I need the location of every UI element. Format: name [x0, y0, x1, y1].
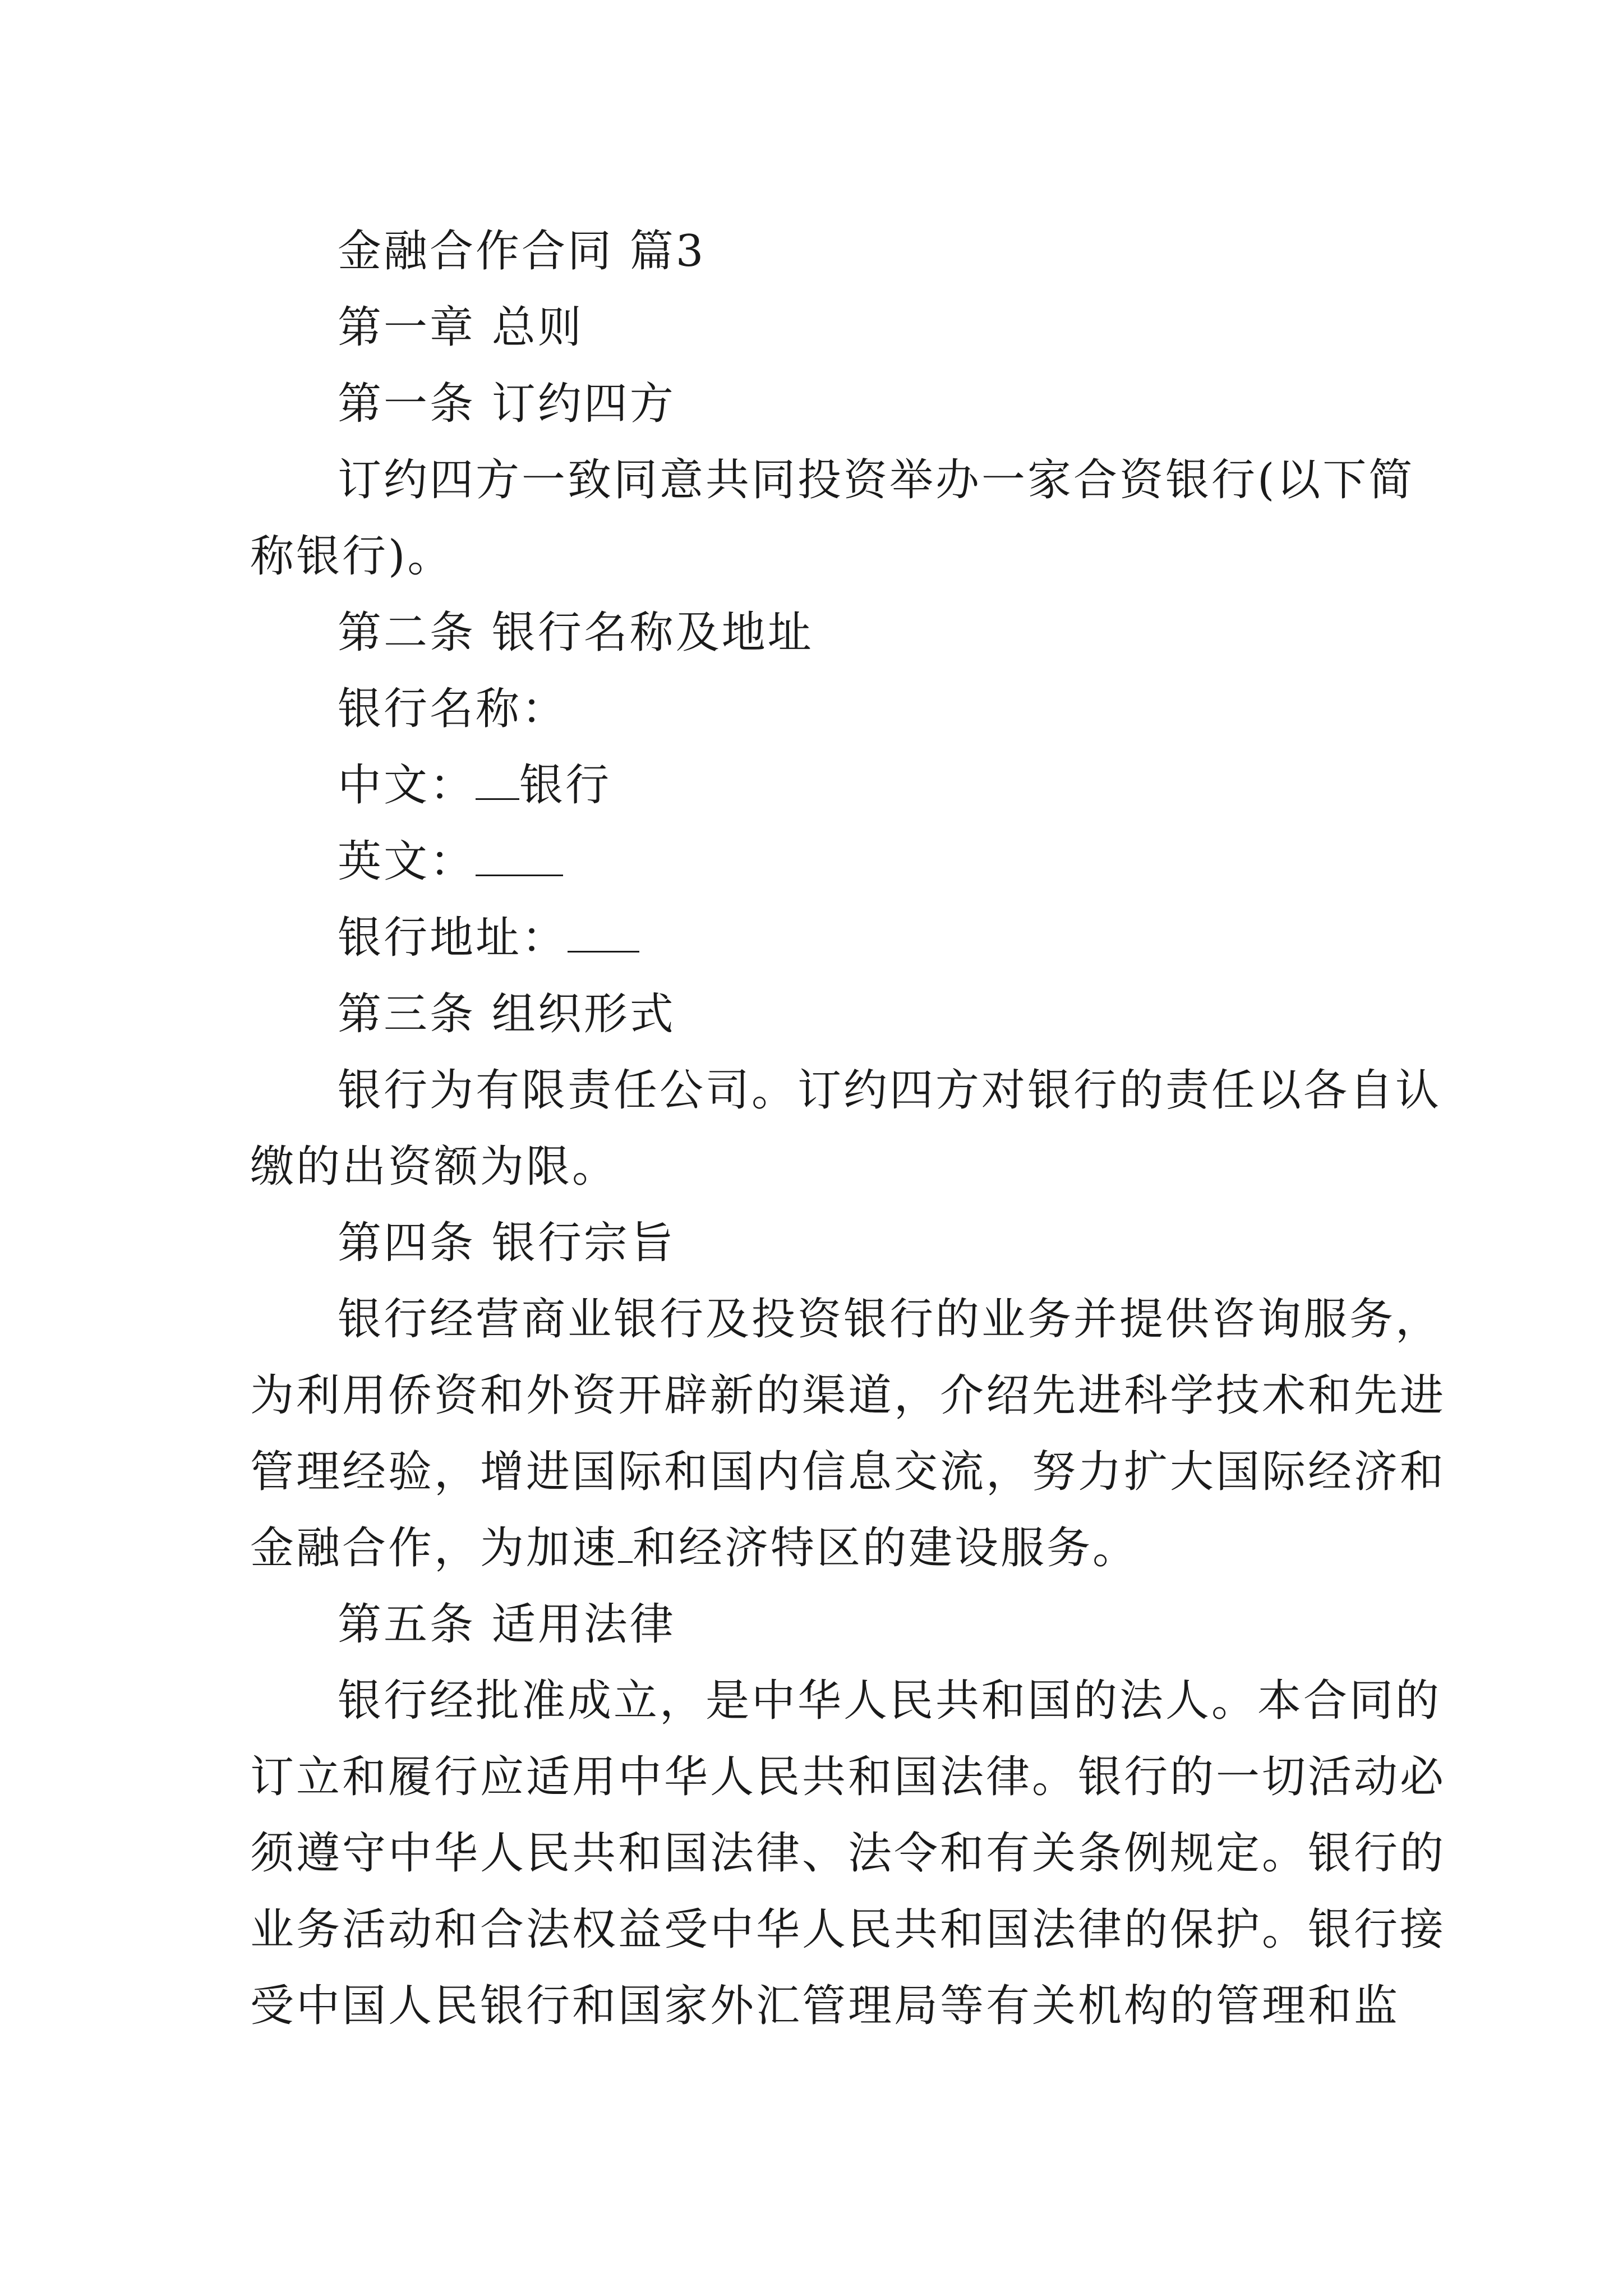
article-5-paragraph-line: 业务活动和合法权益受中华人民共和国法律的保护。银行接: [250, 1904, 1446, 1955]
article-5-paragraph-line: 银行经批准成立，是中华人民共和国的法人。本合同的: [338, 1676, 1442, 1726]
article-1-paragraph-line: 称银行)。: [250, 531, 454, 582]
chinese-name-suffix: 银行: [519, 760, 612, 811]
chinese-name-prefix: 中文：: [338, 760, 476, 811]
article-5-heading: 第五条 适用法律: [338, 1599, 676, 1650]
article-4-paragraph-line: 为利用侨资和外资开辟新的渠道，介绍先进科学技术和先进: [250, 1370, 1446, 1421]
article-4-paragraph-line: 管理经验，增进国际和国内信息交流，努力扩大国际经济和: [250, 1447, 1446, 1497]
english-name-prefix: 英文：: [338, 836, 476, 887]
article-4-paragraph-line: [250, 1510, 1389, 1586]
article-3-paragraph-line: 银行为有限责任公司。订约四方对银行的责任以各自认: [338, 1065, 1442, 1116]
article-2-heading: 第二条 银行名称及地址: [338, 608, 814, 658]
address-line: [250, 900, 1389, 976]
chinese-name-line: [250, 747, 1389, 823]
english-name-line: [250, 823, 1389, 900]
chapter-heading: 第一章 总则: [338, 302, 584, 353]
article-4-text-part: 和经济特区的建设服务。: [633, 1523, 1139, 1573]
document-title: 金融合作合同 篇3: [338, 226, 706, 277]
article-3-heading: 第三条 组织形式: [338, 989, 676, 1039]
article-4-blank: [618, 1524, 633, 1563]
address-prefix: 银行地址：: [338, 913, 568, 963]
article-5-paragraph-line: 须遵守中华人民共和国法律、法令和有关条例规定。银行的: [250, 1828, 1446, 1879]
article-4-heading: 第四条 银行宗旨: [338, 1218, 676, 1268]
bank-name-label: 银行名称：: [338, 684, 568, 734]
article-3-paragraph-line: 缴的出资额为限。: [250, 1142, 619, 1192]
article-5-paragraph-line: 订立和履行应适用中华人民共和国法律。银行的一切活动必: [250, 1752, 1446, 1802]
english-name-blank: [476, 838, 563, 876]
article-4-paragraph-line: 银行经营商业银行及投资银行的业务并提供咨询服务，: [338, 1294, 1442, 1345]
article-1-heading: 第一条 订约四方: [338, 379, 676, 429]
chinese-name-blank: [476, 761, 519, 800]
article-1-paragraph-line: 订约四方一致同意共同投资举办一家合资银行(以下简: [338, 455, 1415, 505]
article-5-paragraph-line: 受中国人民银行和国家外汇管理局等有关机构的管理和监: [250, 1981, 1400, 2031]
article-4-text-part: 金融合作，为加速: [250, 1523, 619, 1573]
document-body: [250, 213, 1446, 2044]
address-blank: [568, 914, 639, 953]
